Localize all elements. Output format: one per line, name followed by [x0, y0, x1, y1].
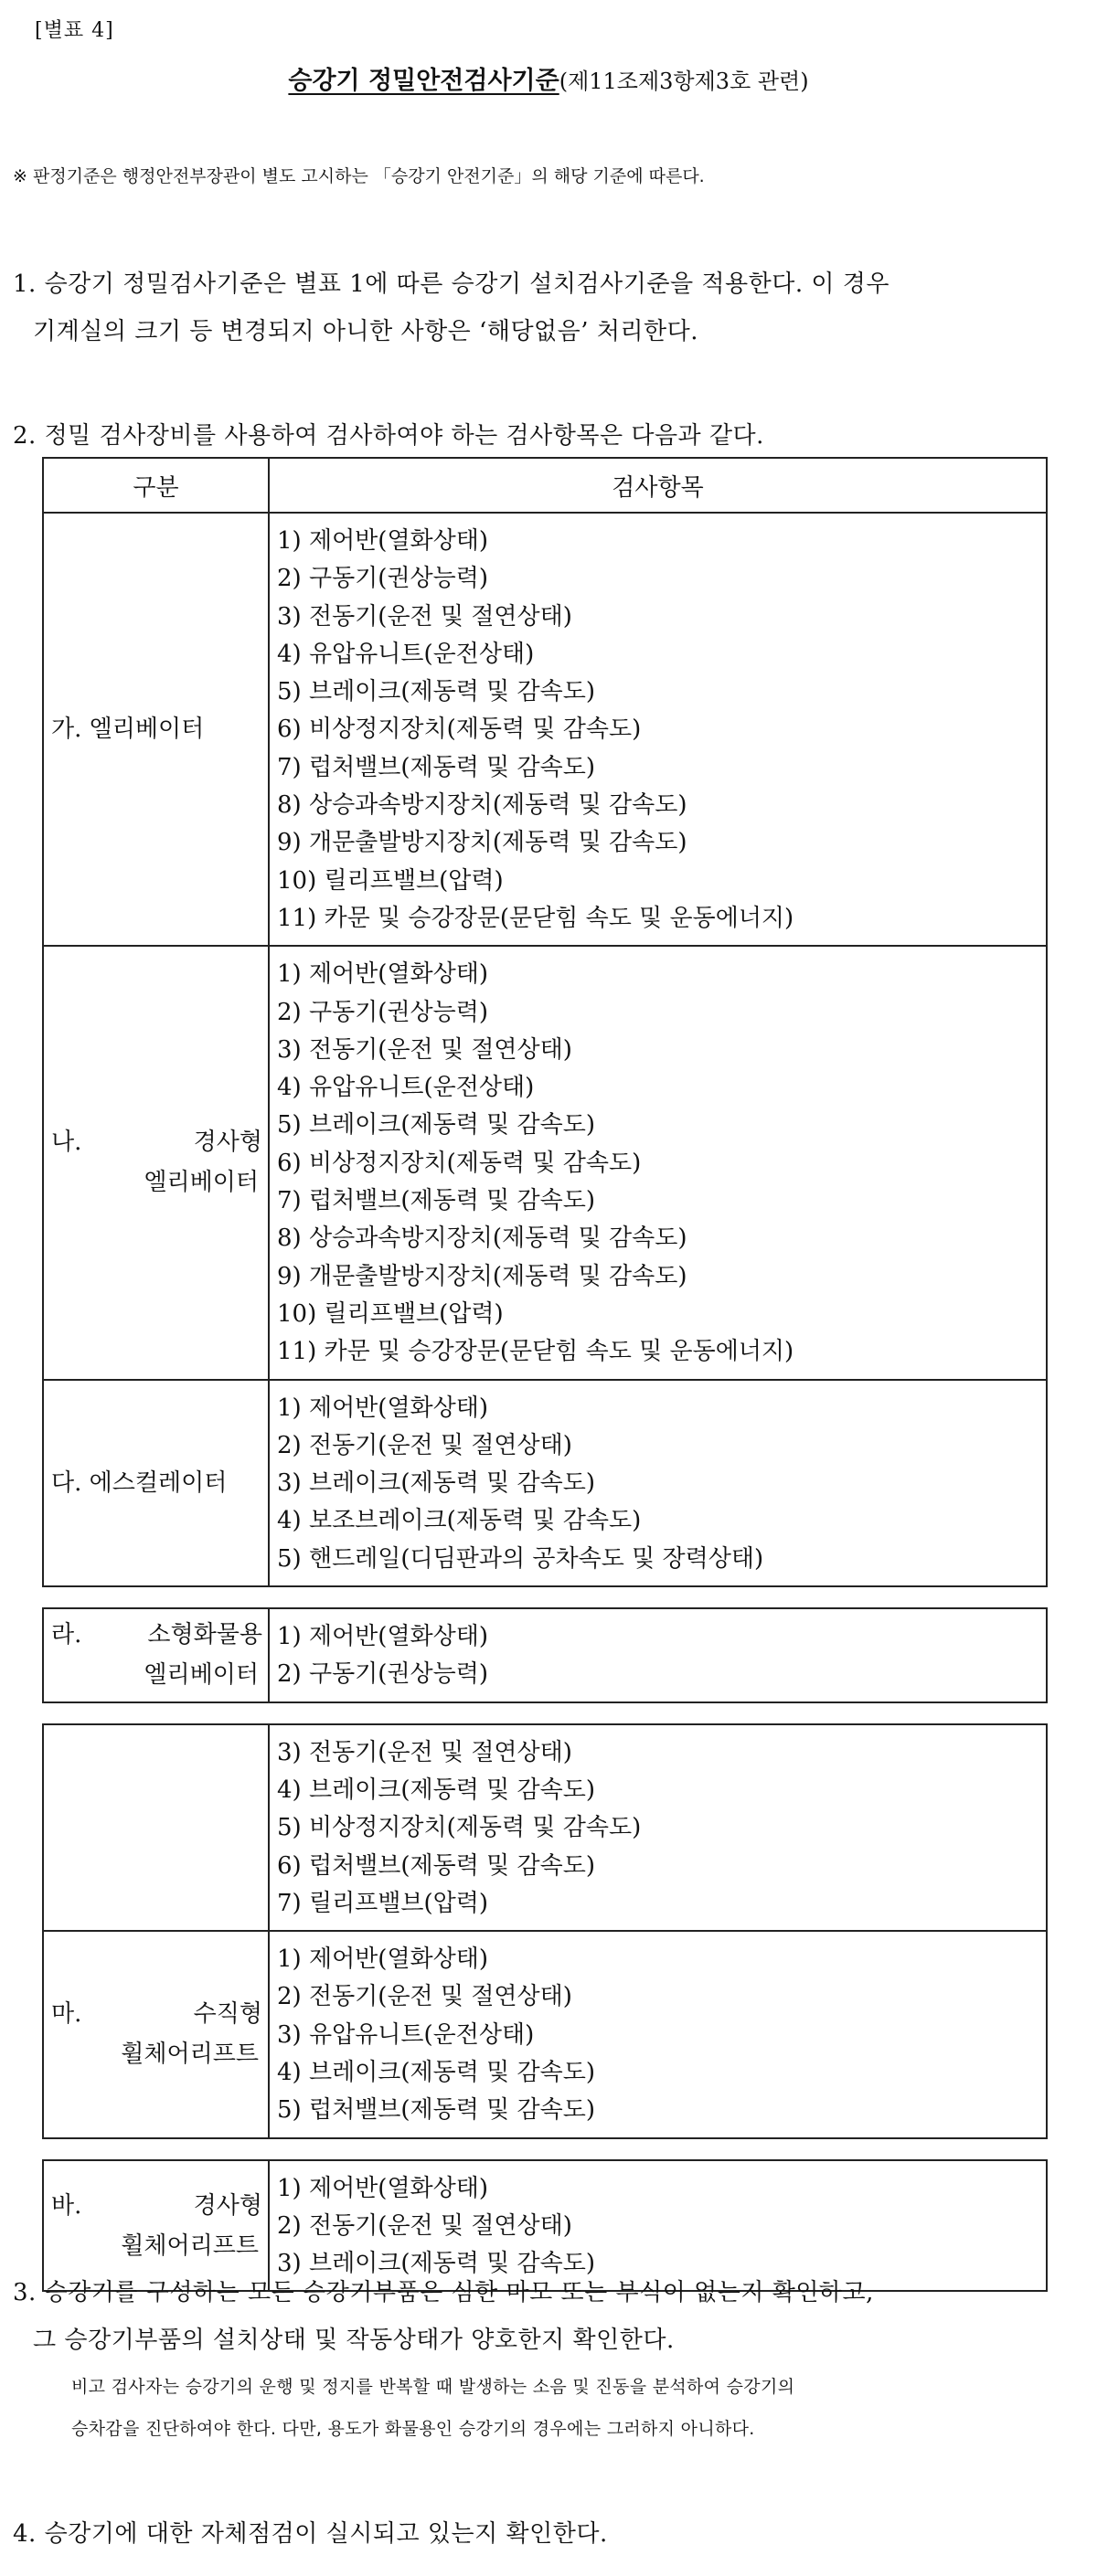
- table-gap-row: [43, 2138, 1047, 2160]
- inspection-items-table: [42, 457, 1048, 2292]
- inspection-item: 1) 제어반(열화상태): [277, 2174, 489, 2202]
- inspection-item: 4) 브레이크(제동력 및 감속도): [277, 1776, 596, 1804]
- table-row: [43, 513, 1047, 946]
- inspection-item: 5) 브레이크(제동력 및 감속도): [277, 678, 596, 706]
- inspection-item: 1) 제어반(열화상태): [277, 1394, 489, 1422]
- inspection-item: 2) 전동기(운전 및 절연상태): [277, 2211, 572, 2240]
- inspection-item: 6) 비상정지장치(제동력 및 감속도): [277, 716, 642, 744]
- inspection-item: 11) 카문 및 승강장문(문닫힘 속도 및 운동에너지): [277, 1338, 794, 1366]
- table-row: [43, 1931, 1047, 2137]
- section-3-line-1: 3. 승강기를 구성하는 모든 승강기부품은 심한 마모 또는 부식이 없는지 확인하고,: [13, 2279, 874, 2306]
- table-gap-row: [43, 1702, 1047, 1724]
- inspection-item: 2) 구동기(권상능력): [277, 1660, 489, 1689]
- table-row: [43, 946, 1047, 1379]
- inspection-item: 10) 릴리프밸브(압력): [277, 866, 504, 895]
- remark-line-2: 승차감을 진단하여야 한다. 다만, 용도가 화물용인 승강기의 경우에는 그러하지 아니하다.: [71, 2419, 755, 2439]
- annex-label: [별표 4]: [35, 19, 114, 42]
- category-label-right: 경사형: [193, 2191, 262, 2220]
- inspection-item: 8) 상승과속방지장치(제동력 및 감속도): [277, 791, 687, 820]
- remark-line-1: 비고 검사자는 승강기의 운행 및 정지를 반복할 때 발생하는 소음 및 진동을 분석하여 승강기의: [71, 2377, 795, 2397]
- inspection-item: 2) 전동기(운전 및 절연상태): [277, 1983, 572, 2011]
- category-label-second-line: 엘리베이터: [144, 1661, 259, 1690]
- category-label-right: 수직형: [193, 2000, 262, 2029]
- category-label-second-line: 휠체어리프트: [121, 2231, 259, 2260]
- inspection-item: 4) 유압유니트(운전상태): [277, 640, 535, 668]
- category-cell: [43, 946, 269, 1379]
- inspection-item: 5) 럽처밸브(제동력 및 감속도): [277, 2096, 596, 2125]
- inspection-item: 4) 브레이크(제동력 및 감속도): [277, 2058, 596, 2086]
- items-cell: [269, 513, 1047, 946]
- section-1-line-1: 1. 승강기 정밀검사기준은 별표 1에 따른 승강기 설치검사기준을 적용한다. 이 경우: [13, 270, 889, 298]
- inspection-item: 5) 핸드레일(디딤판과의 공차속도 및 장력상태): [277, 1544, 764, 1573]
- category-label: 다. 에스컬레이터: [51, 1468, 228, 1497]
- inspection-item: 1) 제어반(열화상태): [277, 960, 489, 989]
- title-reference: (제11조제3항제3호 관련): [559, 69, 809, 94]
- category-label-second-line: 휠체어리프트: [121, 2041, 259, 2069]
- section-4-line-1: 4. 승강기에 대한 자체점검이 실시되고 있는지 확인한다.: [13, 2520, 608, 2548]
- section-3-line-2: 그 승강기부품의 설치상태 및 작동상태가 양호한지 확인한다.: [33, 2327, 675, 2354]
- inspection-item: 5) 브레이크(제동력 및 감속도): [277, 1111, 596, 1140]
- items-cell: [269, 1608, 1047, 1702]
- category-cell: [43, 1724, 269, 1931]
- document-title: [0, 60, 1097, 96]
- inspection-item: 10) 릴리프밸브(압력): [277, 1299, 504, 1328]
- inspection-item: 4) 유압유니트(운전상태): [277, 1074, 535, 1102]
- category-label: 나.: [51, 1129, 82, 1157]
- table-row: [43, 1608, 1047, 1702]
- title-main: 승강기 정밀안전검사기준: [288, 67, 559, 95]
- items-cell: [269, 946, 1047, 1379]
- inspection-item: 3) 브레이크(제동력 및 감속도): [277, 1469, 596, 1498]
- inspection-item: 3) 전동기(운전 및 절연상태): [277, 1738, 572, 1766]
- judgement-note: ※ 판정기준은 행정안전부장관이 별도 고시하는 「승강기 안전기준」의 해당 기준에 따른다.: [13, 166, 705, 186]
- category-label: 바.: [51, 2191, 82, 2220]
- section-1-line-2: 기계실의 크기 등 변경되지 아니한 사항은 ‘해당없음’ 처리한다.: [33, 318, 699, 345]
- items-cell: [269, 1724, 1047, 1931]
- category-label-right: 소형화물용: [147, 1621, 262, 1649]
- table-row: [43, 1380, 1047, 1586]
- inspection-item: 2) 전동기(운전 및 절연상태): [277, 1431, 572, 1459]
- inspection-item: 11) 카문 및 승강장문(문닫힘 속도 및 운동에너지): [277, 904, 794, 932]
- inspection-item: 5) 비상정지장치(제동력 및 감속도): [277, 1814, 642, 1842]
- inspection-item: 7) 럽처밸브(제동력 및 감속도): [277, 753, 596, 781]
- inspection-item: 7) 릴리프밸브(압력): [277, 1889, 489, 1917]
- category-cell: [43, 1608, 269, 1702]
- category-label-right: 경사형: [193, 1129, 262, 1157]
- inspection-item: 3) 브레이크(제동력 및 감속도): [277, 2250, 596, 2278]
- category-cell: [43, 2160, 269, 2292]
- inspection-item: 6) 비상정지장치(제동력 및 감속도): [277, 1149, 642, 1177]
- inspection-item: 1) 제어반(열화상태): [277, 527, 489, 555]
- category-label: 마.: [51, 2000, 82, 2029]
- inspection-item: 8) 상승과속방지장치(제동력 및 감속도): [277, 1224, 687, 1253]
- category-cell: [43, 1380, 269, 1586]
- inspection-item: 3) 전동기(운전 및 절연상태): [277, 602, 572, 631]
- inspection-item: 3) 유압유니트(운전상태): [277, 2020, 535, 2049]
- inspection-item: 2) 구동기(권상능력): [277, 565, 489, 593]
- category-cell: [43, 1931, 269, 2137]
- category-label: 가. 엘리베이터: [51, 716, 205, 744]
- category-cell: [43, 513, 269, 946]
- inspection-item: 9) 개문출발방지장치(제동력 및 감속도): [277, 829, 687, 857]
- table-row: [43, 1724, 1047, 1931]
- inspection-item: 3) 전동기(운전 및 절연상태): [277, 1035, 572, 1064]
- inspection-item: 7) 럽처밸브(제동력 및 감속도): [277, 1187, 596, 1215]
- table-gap-cell: [43, 2138, 1047, 2160]
- inspection-item: 6) 럽처밸브(제동력 및 감속도): [277, 1851, 596, 1880]
- section-2-intro: 2. 정밀 검사장비를 사용하여 검사하여야 하는 검사항목은 다음과 같다.: [13, 422, 764, 450]
- inspection-item: 2) 구동기(권상능력): [277, 998, 489, 1026]
- header-category: 구분: [43, 458, 269, 513]
- inspection-item: 9) 개문출발방지장치(제동력 및 감속도): [277, 1262, 687, 1290]
- category-label: 라.: [51, 1621, 82, 1649]
- table-row: [43, 2160, 1047, 2292]
- table-header-row: [43, 458, 1047, 513]
- table-gap-cell: [43, 1586, 1047, 1608]
- inspection-item: 1) 제어반(열화상태): [277, 1623, 489, 1651]
- inspection-item: 4) 보조브레이크(제동력 및 감속도): [277, 1507, 642, 1535]
- table-gap-cell: [43, 1702, 1047, 1724]
- category-label-second-line: 엘리베이터: [144, 1169, 259, 1197]
- items-cell: [269, 1380, 1047, 1586]
- header-items: 검사항목: [269, 458, 1047, 513]
- inspection-item: 1) 제어반(열화상태): [277, 1945, 489, 1974]
- items-cell: [269, 1931, 1047, 2137]
- items-cell: [269, 2160, 1047, 2292]
- table-gap-row: [43, 1586, 1047, 1608]
